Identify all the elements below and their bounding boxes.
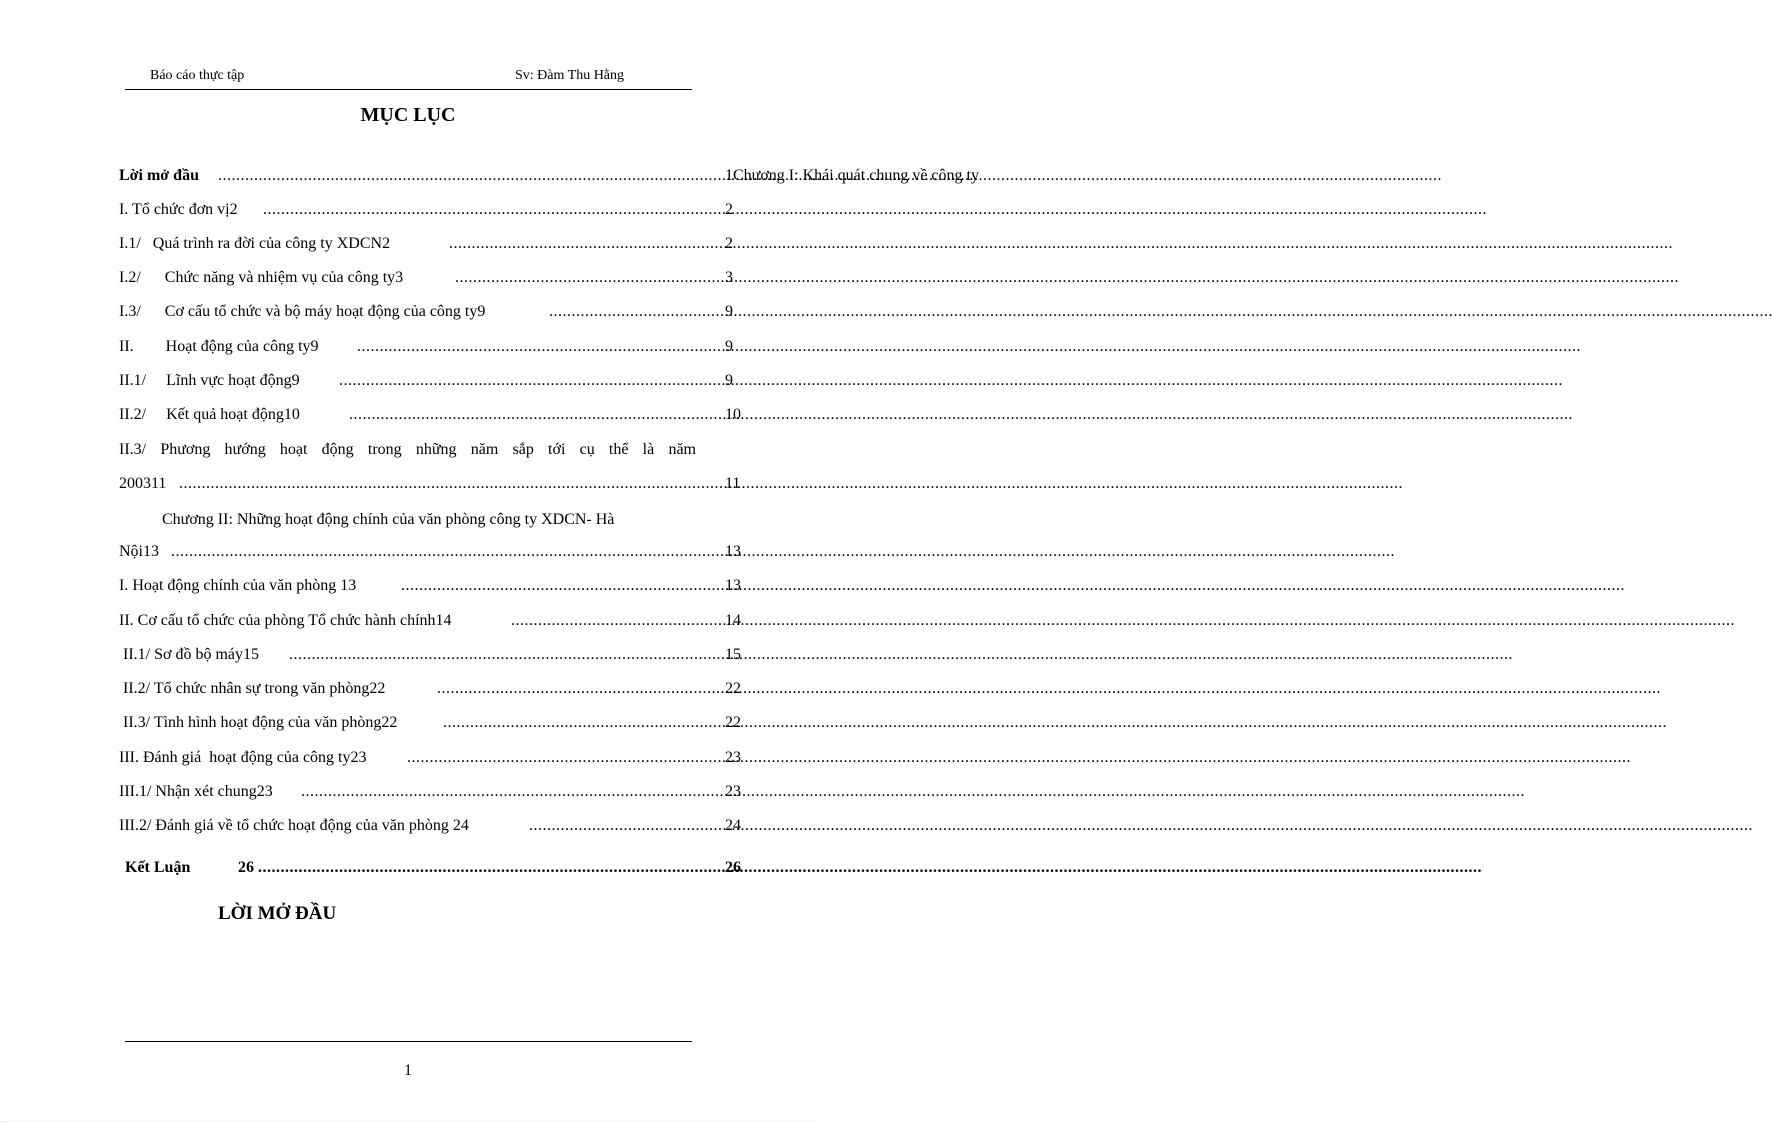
toc-leader-dots <box>455 266 723 290</box>
toc-leader-dots <box>449 232 723 256</box>
toc-leader-dots <box>218 164 725 188</box>
toc-entry-i-2[interactable] <box>119 266 816 290</box>
toc-entry-c2-iii-2[interactable] <box>119 814 816 838</box>
toc-entry-page: 9 <box>725 303 733 320</box>
toc-entry-i-1[interactable] <box>119 232 816 256</box>
student-name: Sv: Đàm Thu Hằng <box>515 68 625 83</box>
toc-entry-page: 1Chương I: Khái quát chung về công ty <box>725 167 979 184</box>
toc-entry-page: 2 <box>725 201 733 218</box>
toc-entry-title: I.2/ Chức năng và nhiệm vụ của công ty3 <box>119 269 404 286</box>
toc-entry-title: III.2/ Đánh giá về tổ chức hoạt động của văn phòng 24 <box>119 817 469 834</box>
toc-entry-page: 13 <box>725 543 741 560</box>
toc-entry-title: I.3/ Cơ cấu tổ chức và bộ máy hoạt động của công ty9 <box>119 303 486 320</box>
toc-entry-page: 13 <box>725 577 741 594</box>
toc-entry-page: 10 <box>725 406 741 423</box>
toc-entry-c2-ii-2[interactable] <box>119 677 816 701</box>
toc-entry-title: Nội13 <box>119 543 159 560</box>
toc-leader-dots <box>258 856 723 880</box>
intro-heading: LỜI MỞ ĐẦU <box>218 903 337 924</box>
toc-entry-c2-i[interactable] <box>119 574 816 598</box>
toc-leader-dots <box>301 780 723 804</box>
toc-entry-title: 200311 <box>119 475 167 492</box>
toc-leader-dots <box>407 746 723 770</box>
toc-entry-ket-luan[interactable] <box>119 856 816 880</box>
toc-entry-ii-1[interactable] <box>119 369 816 393</box>
toc-leader-dots <box>549 300 723 324</box>
toc-entry-title: Lời mở đầu <box>119 167 199 184</box>
toc-leader-dots <box>289 643 723 667</box>
toc-entry-number: 26 <box>238 859 254 876</box>
toc-entry-page: 2 <box>725 235 733 252</box>
toc-entry-c2-iii[interactable] <box>119 746 816 770</box>
toc-entry-page: 15 <box>725 646 741 663</box>
toc-entry-ii-2[interactable] <box>119 403 816 427</box>
toc-entry-c2-ii-3[interactable] <box>119 711 816 735</box>
toc-leader-dots <box>511 609 723 633</box>
toc-entry-ii-3-lead[interactable]: II.3/ Phương hướng hoạt động trong những năm sắp tới cụ thể là năm <box>119 441 696 458</box>
header-divider <box>125 89 692 90</box>
toc-entry-page: 23 <box>725 783 741 800</box>
toc-entry-i-3[interactable] <box>119 300 816 324</box>
toc-entry-ii[interactable] <box>119 335 816 359</box>
toc-entry-c2-ii-1[interactable] <box>119 643 816 667</box>
toc-entry-page: 22 <box>725 680 741 697</box>
toc-entry-title: II.2/ Tổ chức nhân sự trong văn phòng22 <box>119 680 386 697</box>
toc-leader-dots <box>529 814 723 838</box>
toc-entry-page: 9 <box>725 372 733 389</box>
page-bottom-edge <box>0 1121 816 1122</box>
page-number: 1 <box>404 1062 412 1079</box>
toc-entry-ii-3[interactable] <box>119 472 816 496</box>
toc-leader-dots <box>263 198 723 222</box>
toc-entry-title: I.1/ Quá trình ra đời của công ty XDCN2 <box>119 235 391 252</box>
page-title: MỤC LỤC <box>360 104 456 126</box>
toc-leader-dots <box>443 711 723 735</box>
toc-entry-page: 24 <box>725 817 741 834</box>
toc-leader-dots <box>401 574 723 598</box>
toc-leader-dots <box>171 540 723 564</box>
toc-leader-dots <box>349 403 721 427</box>
toc-entry-page: 11 <box>725 475 741 492</box>
toc-leader-dots <box>179 472 723 496</box>
toc-entry-page: 3 <box>725 269 733 286</box>
toc-chapter-2-heading[interactable]: Chương II: Những hoạt động chính của văn phòng công ty XDCN- Hà <box>162 511 615 528</box>
toc-entry-i[interactable] <box>119 198 816 222</box>
toc-leader-dots <box>339 369 723 393</box>
toc-entry-title: III. Đánh giá hoạt động của công ty23 <box>119 749 367 766</box>
toc-entry-loi-mo-dau[interactable] <box>119 164 979 188</box>
report-label: Báo cáo thực tập <box>150 68 245 83</box>
toc-entry-page: 26 <box>725 859 741 876</box>
toc-entry-title: II. Hoạt động của công ty9 <box>119 338 319 355</box>
toc-entry-title: II.3/ Tình hình hoạt động của văn phòng22 <box>119 714 398 731</box>
toc-entry-c2-iii-1[interactable] <box>119 780 816 804</box>
footer-divider <box>125 1041 692 1042</box>
toc-entry-title: III.1/ Nhận xét chung23 <box>119 783 273 800</box>
toc-entry-title: II.2/ Kết quả hoạt động10 <box>119 406 300 423</box>
toc-entry-page: 22 <box>725 714 741 731</box>
toc-entry-title: Kết Luận <box>125 859 191 876</box>
toc-entry-title: I. Tổ chức đơn vị2 <box>119 201 238 218</box>
toc-entry-title: II.1/ Sơ đồ bộ máy15 <box>119 646 260 663</box>
toc-entry-chapter-2[interactable] <box>119 540 816 564</box>
toc-entry-page: 23 <box>725 749 741 766</box>
toc-entry-title: II.1/ Lĩnh vực hoạt động9 <box>119 372 300 389</box>
toc-entry-c2-ii[interactable] <box>119 609 816 633</box>
toc-leader-dots <box>357 335 723 359</box>
toc-entry-title: I. Hoạt động chính của văn phòng 13 <box>119 577 357 594</box>
toc-entry-page: 9 <box>725 338 733 355</box>
toc-entry-title: II. Cơ cấu tổ chức của phòng Tổ chức hành chính14 <box>119 612 452 629</box>
toc-leader-dots <box>437 677 723 701</box>
toc-entry-page: 14 <box>725 612 741 629</box>
